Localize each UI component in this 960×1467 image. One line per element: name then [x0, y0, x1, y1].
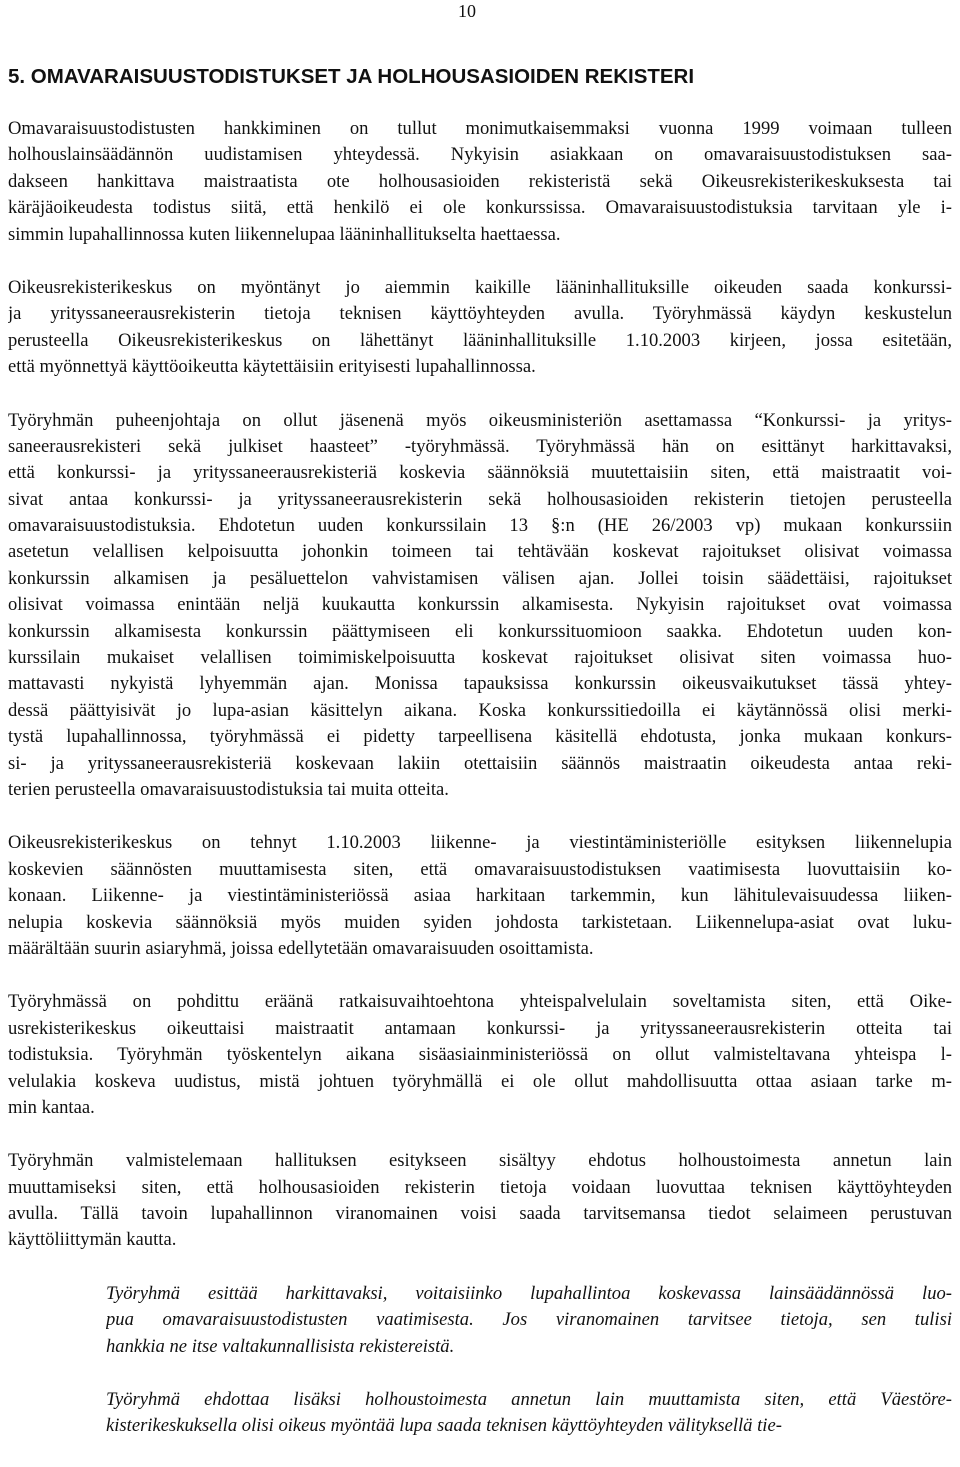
body-paragraph	[8, 830, 952, 962]
page-number: 10	[458, 1, 476, 21]
text-line: ja yrityssaneerausrekisterin tietoja teknisen käyttöyhteyden avulla. Työryhmässä käydyn keskustelun	[8, 303, 952, 325]
text-line: pua omavaraisuustodistusten vaatimisesta. Jos viranomainen tarvitsee tietoja, sen tulisi	[106, 1309, 952, 1331]
text-line: määrältään suurin asiaryhmä, joissa edellytetään omavaraisuuden osoittamista.	[8, 937, 594, 959]
text-line: avulla. Tällä tavoin lupahallinnon viranomainen voisi saada tarvitsemansa tiedot selaimeen perustuvan	[8, 1203, 952, 1225]
text-line: koskevien säännösten muuttamisesta siten, että omavaraisuustodistuksen vaatimisesta luovuttaisiin ko-	[8, 858, 952, 880]
text-line: käyttöliittymän kautta.	[8, 1229, 177, 1251]
text-line: Työryhmässä on pohdittu eräänä ratkaisuvaihtoehtona yhteispalvelulain soveltamista siten, että Oike-	[8, 991, 952, 1013]
text-line: omavaraisuustodistuksia. Ehdotetun uuden konkurssilain 13 §:n (HE 26/2003 vp) mukaan konkurssiin	[8, 515, 952, 537]
text-line: konkurssin alkamisesta konkurssin päättymiseen eli konkurssituomioon saakka. Ehdotetun uuden kon-	[8, 620, 952, 642]
text-line: nelupia koskevia säännöksiä myös muiden syiden johdosta tarkistetaan. Liikennelupa-asiat ovat luku-	[8, 911, 952, 933]
text-line: olisivat voimassa enintään neljä kuukautta konkurssin alkamisesta. Nykyisin rajoitukset ovat voimassa	[8, 594, 952, 616]
text-line: mattavasti nykyistä lyhyemmän ajan. Monissa tapauksissa konkurssin oikeusvaikutukset tässä yhtey-	[8, 673, 952, 695]
text-line: hankkia ne itse valtakunnallisista rekistereistä.	[106, 1335, 455, 1357]
text-line: velulakia koskeva uudistus, mistä johtuen työryhmällä ei ole ollut mahdollisuutta ottaa asiaan tarke m-	[8, 1070, 952, 1092]
text-line: Työryhmä ehdottaa lisäksi holhoustoimesta annetun lain muuttamista siten, että Väestöre-	[106, 1389, 952, 1411]
body-paragraph	[8, 275, 952, 381]
document-body	[8, 116, 952, 1467]
text-line: terien perusteella omavaraisuustodistuksia tai muita otteita.	[8, 778, 449, 800]
text-line: Oikeusrekisterikeskus on tehnyt 1.10.2003 liikenne- ja viestintäministeriölle esityksen liikennelupia	[8, 832, 952, 854]
text-line: todistuksia. Työryhmän työskentelyn aikana sisäasiainministeriössä on ollut valmisteltavana yhteispa l-	[8, 1044, 952, 1066]
text-line: kurssilain mukaiset velallisen toimimiskelpoisuutta koskevat rajoitukset olisivat siten voimassa huo-	[8, 647, 952, 669]
text-line: Oikeusrekisterikeskus on myöntänyt jo aiemmin kaikille lääninhallituksille oikeuden saada konkurssi-	[8, 276, 952, 298]
text-line: Työryhmän valmistelemaan hallituksen esitykseen sisältyy ehdotus holhoustoimesta annetun lain	[8, 1150, 952, 1172]
text-line: min kantaa.	[8, 1096, 95, 1118]
text-line: kisterikeskuksella olisi oikeus myöntää lupa saada teknisen käyttöyhteyden välityksellä tie-	[106, 1415, 782, 1437]
body-paragraph	[8, 1148, 952, 1254]
text-line: dakseen hankittava maistraatista ote holhousasioiden rekisteristä sekä Oikeusrekisterikeskuksesta tai	[8, 170, 952, 192]
text-line: asetetun velallisen kelpoisuutta johonkin toimeen tai tehtävään koskevat rajoitukset olisivat voimassa	[8, 541, 952, 563]
text-line: Työryhmä esittää harkittavaksi, voitaisiinko lupahallintoa koskevassa lainsäädännössä luo-	[106, 1282, 952, 1304]
text-line: tystä lupahallinnossa, työryhmässä ei pidetty tarpeellisena käsitellä ehdotusta, jonka mukaan konkurs-	[8, 726, 952, 748]
text-line: että myönnettyä käyttöoikeutta käytettäisiin erityisesti lupahallinnossa.	[8, 356, 536, 378]
text-line: usrekisterikeskus oikeuttaisi maistraatit antamaan konkurssi- ja yrityssaneerausrekisterin otteita tai	[8, 1017, 952, 1039]
text-line: konaan. Liikenne- ja viestintäministeriössä asiaa harkitaan tarkemmin, kun lähitulevaisuudessa liiken-	[8, 885, 952, 907]
body-paragraph	[8, 408, 952, 804]
text-line: perusteella Oikeusrekisterikeskus on lähettänyt lääninhallituksille 1.10.2003 kirjeen, jossa esitetään,	[8, 329, 952, 351]
text-line: että konkurssi- ja yrityssaneerausrekisteriä koskevia säännöksiä muutettaisiin siten, että maistraatit voi-	[8, 462, 952, 484]
text-line: käräjäoikeudesta todistus siitä, että henkilö ei ole konkurssissa. Omavaraisuustodistuksia tarvitaan yle i-	[8, 197, 952, 219]
text-line: sivat antaa konkurssi- ja yrityssaneerausrekisterin sekä holhousasioiden rekisterin tietojen perusteella	[8, 488, 952, 510]
text-line: holhouslainsäädännön uudistamisen yhteydessä. Nykyisin asiakkaan on omavaraisuustodistuksen saa-	[8, 144, 952, 166]
section-heading: 5. OMAVARAISUUSTODISTUKSET JA HOLHOUSASIOIDEN REKISTERI	[8, 65, 695, 88]
text-line: dessä päättyisivät jo lupa-asian käsittelyn aikana. Koska konkurssitiedoilla ei käytännössä olisi merki-	[8, 699, 952, 721]
italic-recommendation-paragraph	[106, 1281, 952, 1360]
text-line: saneerausrekisteri sekä julkiset haasteet” -työryhmässä. Työryhmässä hän on esittänyt harkittavaksi,	[8, 435, 952, 457]
text-line: muuttamiseksi siten, että holhousasioiden rekisterin tietoja voidaan luovuttaa teknisen käyttöyhteyden	[8, 1176, 952, 1198]
text-line: si- ja yrityssaneerausrekisteriä koskevaan lakiin otettaisiin säännös maistraatin oikeudesta antaa reki-	[8, 752, 952, 774]
text-line: Omavaraisuustodistusten hankkiminen on tullut monimutkaisemmaksi vuonna 1999 voimaan tulleen	[8, 118, 952, 139]
text-line: konkurssin alkamisen ja pesäluettelon vahvistamisen välisen ajan. Jollei toisin säädettäisi, rajoitukset	[8, 567, 952, 589]
text-line: simmin lupahallinnossa kuten liikennelupaa lääninhallitukselta haettaessa.	[8, 223, 561, 245]
body-paragraph	[8, 116, 952, 248]
text-line: Työryhmän puheenjohtaja on ollut jäsenenä myös oikeusministeriön asettamassa “Konkurssi- ja yritys-	[8, 409, 952, 431]
italic-recommendation-paragraph	[106, 1387, 952, 1440]
body-paragraph	[8, 989, 952, 1121]
